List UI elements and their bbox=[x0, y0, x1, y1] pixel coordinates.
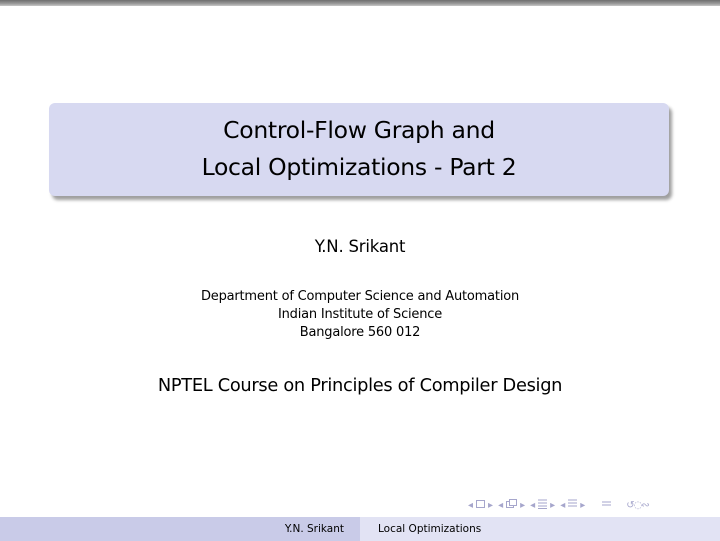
footer-title: Local Optimizations bbox=[378, 523, 482, 535]
footer-title-box bbox=[360, 517, 720, 541]
top-rule bbox=[0, 0, 720, 6]
footer-author-box bbox=[0, 517, 360, 541]
nav-frame-icon[interactable] bbox=[476, 500, 485, 511]
nav-next-frame-icon[interactable]: ▸ bbox=[488, 499, 494, 511]
nav-prev-frame-icon[interactable]: ◂ bbox=[468, 499, 474, 511]
nav-subsection-icon[interactable] bbox=[506, 499, 517, 511]
nav-prev-page-icon[interactable]: ◂ bbox=[560, 499, 566, 511]
nav-prev-subsection-icon[interactable]: ◂ bbox=[498, 499, 504, 511]
footer bbox=[0, 517, 720, 541]
slide-title-line-1: Control-Flow Graph and bbox=[223, 116, 495, 144]
institute: Indian Institute of Science bbox=[277, 307, 443, 322]
course-name: NPTEL Course on Principles of Compiler Design bbox=[157, 375, 563, 396]
nav-section-icon[interactable] bbox=[538, 499, 547, 512]
nav-prev-section-icon[interactable]: ◂ bbox=[530, 499, 536, 511]
author-name: Y.N. Srikant bbox=[314, 237, 406, 256]
department: Department of Computer Science and Automation bbox=[200, 289, 520, 304]
nav-align-icon[interactable] bbox=[602, 499, 611, 512]
nav-next-subsection-icon[interactable]: ▸ bbox=[520, 499, 526, 511]
beamer-nav-bar bbox=[468, 498, 652, 512]
title-box bbox=[49, 103, 669, 196]
footer-author: Y.N. Srikant bbox=[284, 523, 344, 535]
nav-next-section-icon[interactable]: ▸ bbox=[550, 499, 556, 511]
slide-title-line-2: Local Optimizations - Part 2 bbox=[201, 153, 517, 181]
nav-next-page-icon[interactable]: ▸ bbox=[580, 499, 586, 511]
nav-page-icon[interactable] bbox=[568, 499, 577, 512]
address: Bangalore 560 012 bbox=[299, 325, 421, 340]
nav-search-icon[interactable]: ↺◌∾ bbox=[626, 499, 649, 511]
